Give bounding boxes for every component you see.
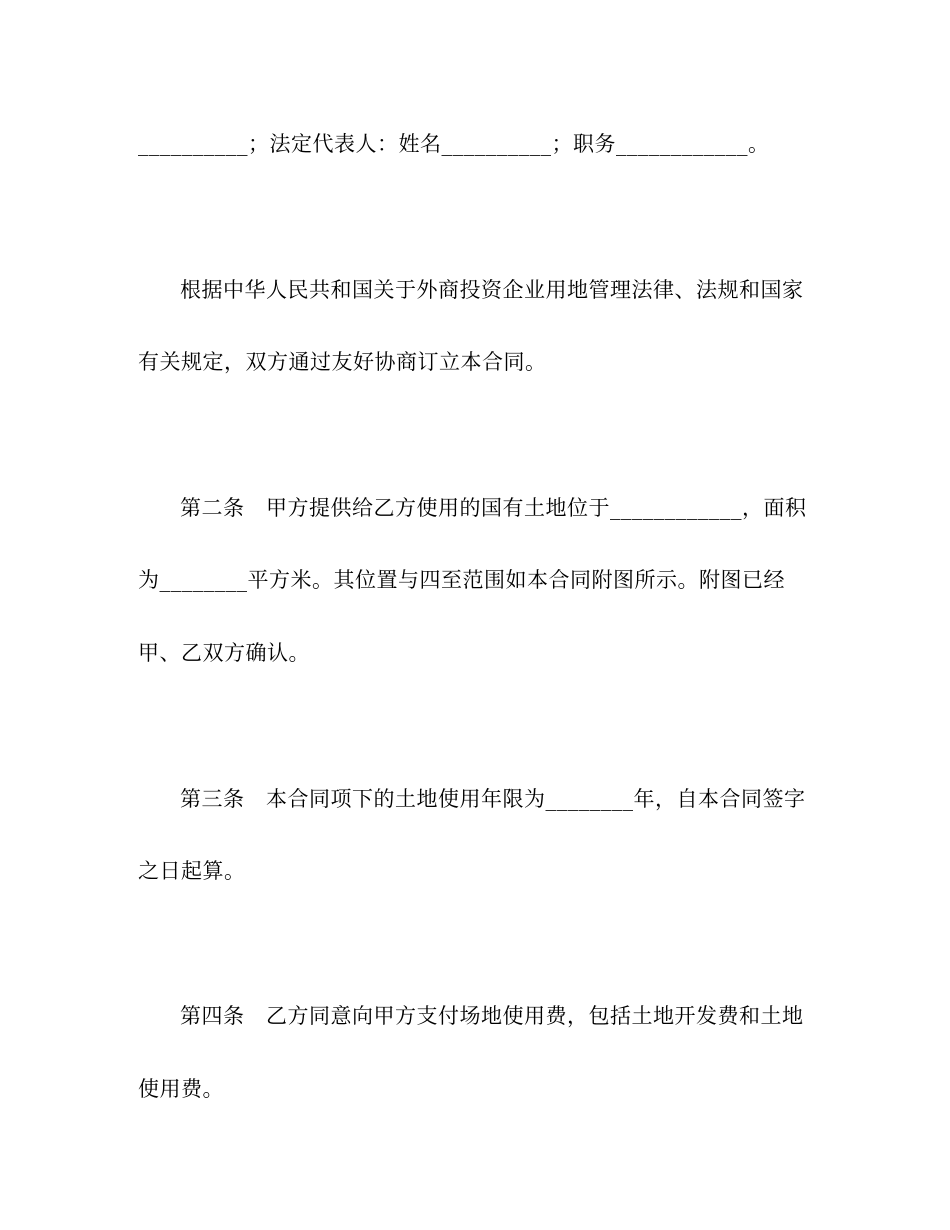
article-4-line-2: 使用费。 xyxy=(138,1077,224,1101)
article-2-line-3: 甲、乙双方确认。 xyxy=(138,641,310,665)
article-2-line-1: 第二条 甲方提供给乙方使用的国有土地位于____________，面积 xyxy=(180,496,807,520)
article-3-line-2: 之日起算。 xyxy=(138,859,246,883)
preamble-line-2: 有关规定，双方通过友好协商订立本合同。 xyxy=(138,350,547,374)
article-2-line-2: 为________平方米。其位置与四至范围如本合同附图所示。附图已经 xyxy=(138,568,785,592)
article-3-line-1: 第三条 本合同项下的土地使用年限为________年，自本合同签字 xyxy=(180,787,806,811)
preamble-line-1: 根据中华人民共和国关于外商投资企业用地管理法律、法规和国家 xyxy=(180,278,804,302)
article-4-line-1: 第四条 乙方同意向甲方支付场地使用费，包括土地开发费和土地 xyxy=(180,1004,804,1028)
legal-rep-line: __________；法定代表人：姓名__________；职务____________。 xyxy=(138,132,770,156)
